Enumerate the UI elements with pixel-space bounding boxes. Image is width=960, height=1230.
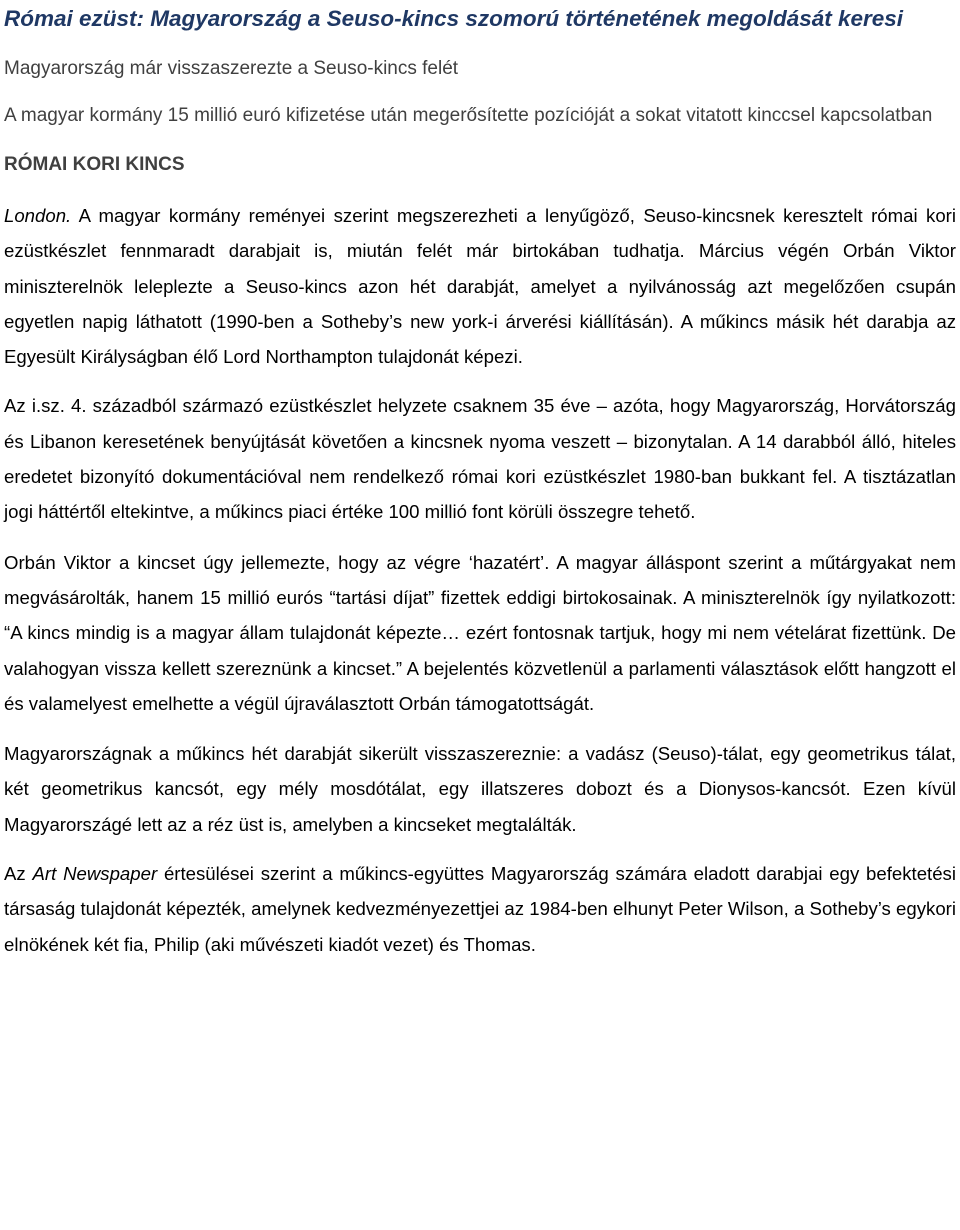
article-title: Római ezüst: Magyarország a Seuso-kincs szomorú történetének megoldását keresi bbox=[4, 6, 904, 31]
dateline: London. bbox=[4, 205, 72, 226]
paragraph-5-lead: Az bbox=[4, 863, 33, 885]
article-subtitle-1: Magyarország már visszaszerezte a Seuso-kincs felét bbox=[4, 58, 459, 79]
paragraph-5 bbox=[4, 856, 956, 962]
section-heading: RÓMAI KORI KINCS bbox=[4, 154, 185, 175]
paragraph-1-text: A magyar kormány reményei szerint megszerezheti a lenyűgöző, Seuso-kincsnek keresztelt római kori ezüstkészlet fennmaradt darabjait is, miután felét már birtokában tudhatja. Március végén Orbán Viktor miniszterelnök leleplezte a Seuso-kincs azon hét darabját, amelyet a nyilvánosság azt megelőzően csupán egyetlen napig láthatott (1990-ben a Sotheby’s new york-i árverési kiállításán). A műkincs másik hét darabja az Egyesült Királyságban élő Lord Northampton tulajdonát képezi. bbox=[4, 205, 956, 368]
paragraph-3: Orbán Viktor a kincset úgy jellemezte, hogy az végre ‘hazatért’. A magyar álláspont szerint a műtárgyakat nem megvásárolták, hanem 15 millió eurós “tartási díjat” fizettek eddigi birtokosainak. A miniszterelnök így nyilatkozott: “A kincs mindig is a magyar állam tulajdonát képezte… ezért fontosnak tartjuk, hogy mi nem vételárat fizettünk. De valahogyan vissza kellett szereznünk a kincset.” A bejelentés közvetlenül a parlamenti választások előtt hangzott el és valamelyest emelhette a végül újraválasztott Orbán támogatottságát. bbox=[4, 551, 956, 714]
publication-name: Art Newspaper bbox=[32, 863, 158, 885]
article-subtitle-2: A magyar kormány 15 millió euró kifizetése után megerősítette pozícióját a sokat vitatott kinccsel kapcsolatban bbox=[4, 105, 933, 126]
paragraph-1 bbox=[4, 198, 956, 374]
paragraph-4: Magyarországnak a műkincs hét darabját sikerült visszaszereznie: a vadász (Seuso)-tálat, egy geometrikus tálat, két geometrikus kancsót, egy mély mosdótálat, egy illatszeres dobozt és a Dionysos-kancsót. Ezen kívül Magyarországé lett az a réz üst is, amelyben a kincseket megtalálták. bbox=[4, 743, 956, 835]
paragraph-2: Az i.sz. 4. századból származó ezüstkészlet helyzete csaknem 35 éve – azóta, hogy Magyarország, Horvátország és Libanon keresetének benyújtását követően a kincsnek nyoma veszett – bizonytalan. A 14 darabból álló, hiteles eredetet bizonyító dokumentációval nem rendelkező római kori ezüstkészlet 1980-ban bukkant fel. A tisztázatlan jogi háttértől eltekintve, a műkincs piaci értéke 100 millió font körüli összegre tehető. bbox=[4, 395, 956, 523]
paragraph-5-text: értesülései szerint a műkincs-együttes Magyarország számára eladott darabjai egy befektetési társaság tulajdonát képezték, amelynek kedvezményezettjei az 1984-ben elhunyt Peter Wilson, a Sotheby’s egykori elnökének két fia, Philip (aki művészeti kiadót vezet) és Thomas. bbox=[4, 863, 956, 955]
